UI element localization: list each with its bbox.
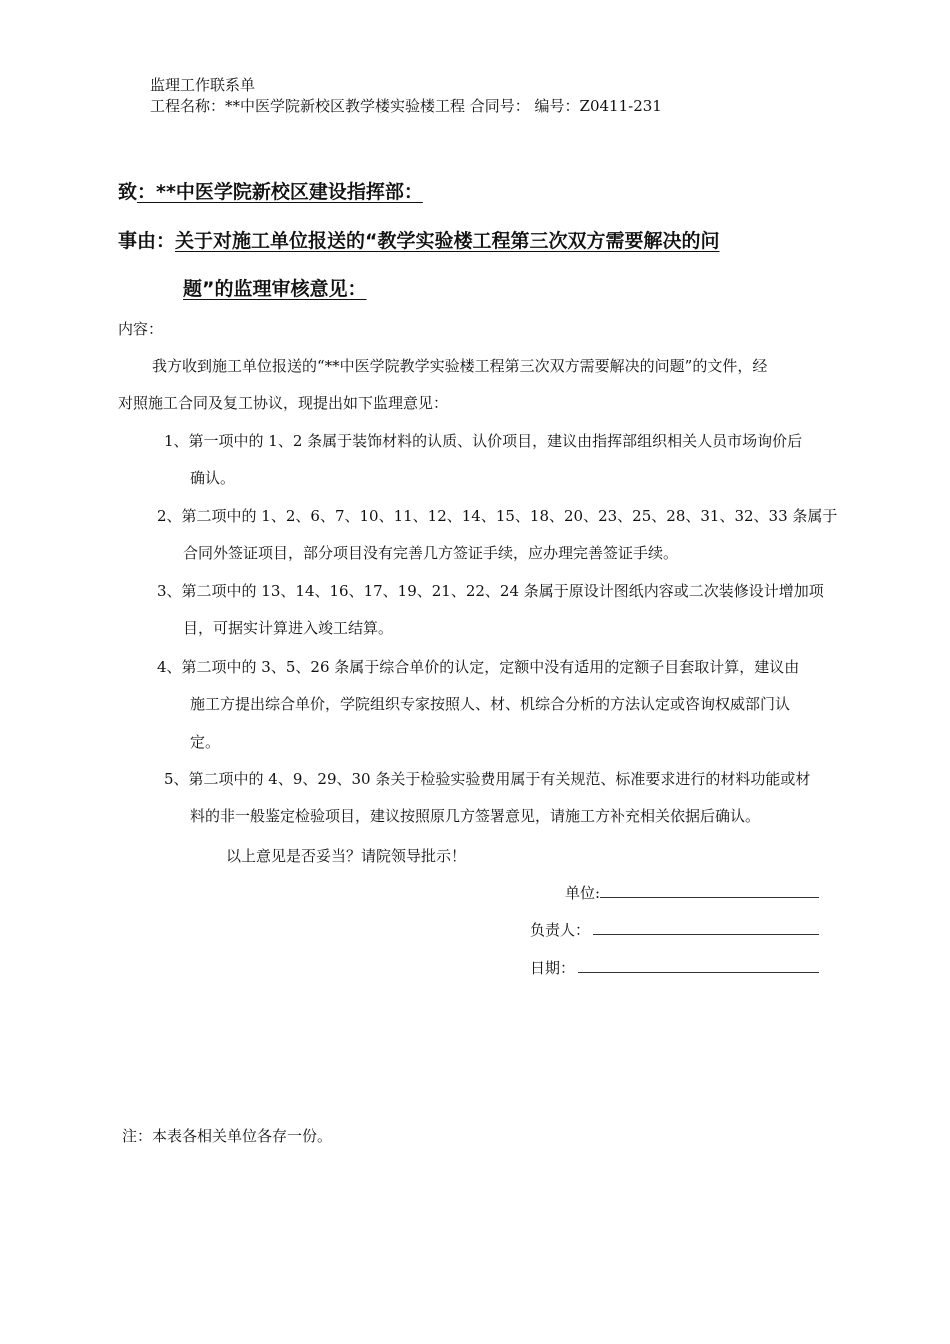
subject-text-1: 关于对施工单位报送的“教学实验楼工程第三次双方需要解决的问 xyxy=(175,230,720,252)
addressee-line xyxy=(118,177,423,204)
date-label: 日期： xyxy=(530,959,576,977)
item-5-line-2: 料的非一般鉴定检验项目，建议按照原几方签署意见，请施工方补充相关依据后确认。 xyxy=(190,807,761,825)
closing-text: 以上意见是否妥当？请院领导批示！ xyxy=(226,847,467,865)
unit-label: 单位: xyxy=(565,884,601,902)
subject-text-2: 题”的监理审核意见： xyxy=(183,278,367,300)
person-label: 负责人： xyxy=(530,921,591,939)
item-4-line-3: 定。 xyxy=(190,733,221,751)
person-signature-line xyxy=(593,934,819,935)
project-info-line: 工程名称：**中医学院新校区教学楼实验楼工程 合同号： 编号：Z0411-231 xyxy=(150,97,662,115)
unit-signature-line xyxy=(600,897,819,898)
addressee-text: ：**中医学院新校区建设指挥部： xyxy=(137,181,423,203)
item-1-line-1: 1、第一项中的 1、2 条属于装饰材料的认质、认价项目，建议由指挥部组织相关人员市场询价后 xyxy=(164,432,803,450)
subject-line-2 xyxy=(183,274,367,301)
item-4-line-1: 4、第二项中的 3、5、26 条属于综合单价的认定，定额中没有适用的定额子目套取计算，建议由 xyxy=(157,658,800,676)
footnote: 注：本表各相关单位各存一份。 xyxy=(122,1127,333,1145)
item-2-line-1: 2、第二项中的 1、2、6、7、10、11、12、14、15、18、20、23、25、28、31、32、33 条属于 xyxy=(157,507,838,525)
content-label: 内容： xyxy=(118,320,164,338)
intro-line-1: 我方收到施工单位报送的“**中医学院教学实验楼工程第三次双方需要解决的问题”的文件，经 xyxy=(152,357,768,375)
intro-line-2: 对照施工合同及复工协议，现提出如下监理意见： xyxy=(118,394,449,412)
item-3-line-1: 3、第二项中的 13、14、16、17、19、21、22、24 条属于原设计图纸内容或二次装修设计增加项 xyxy=(157,582,824,600)
item-5-line-1: 5、第二项中的 4、9、29、30 条关于检验实验费用属于有关规范、标准要求进行的材料功能或材 xyxy=(164,770,811,788)
addressee-prefix: 致 xyxy=(118,181,138,203)
item-2-line-2: 合同外签证项目，部分项目没有完善几方签证手续，应办理完善签证手续。 xyxy=(183,544,679,562)
subject-line-1 xyxy=(118,226,720,253)
form-title: 监理工作联系单 xyxy=(150,76,256,94)
item-4-line-2: 施工方提出综合单价，学院组织专家按照人、材、机综合分析的方法认定或咨询权威部门认 xyxy=(190,695,791,713)
item-3-line-2: 目，可据实计算进入竣工结算。 xyxy=(183,619,394,637)
item-1-line-2: 确认。 xyxy=(190,469,236,487)
subject-prefix: 事由： xyxy=(118,230,176,252)
date-signature-line xyxy=(578,972,819,973)
